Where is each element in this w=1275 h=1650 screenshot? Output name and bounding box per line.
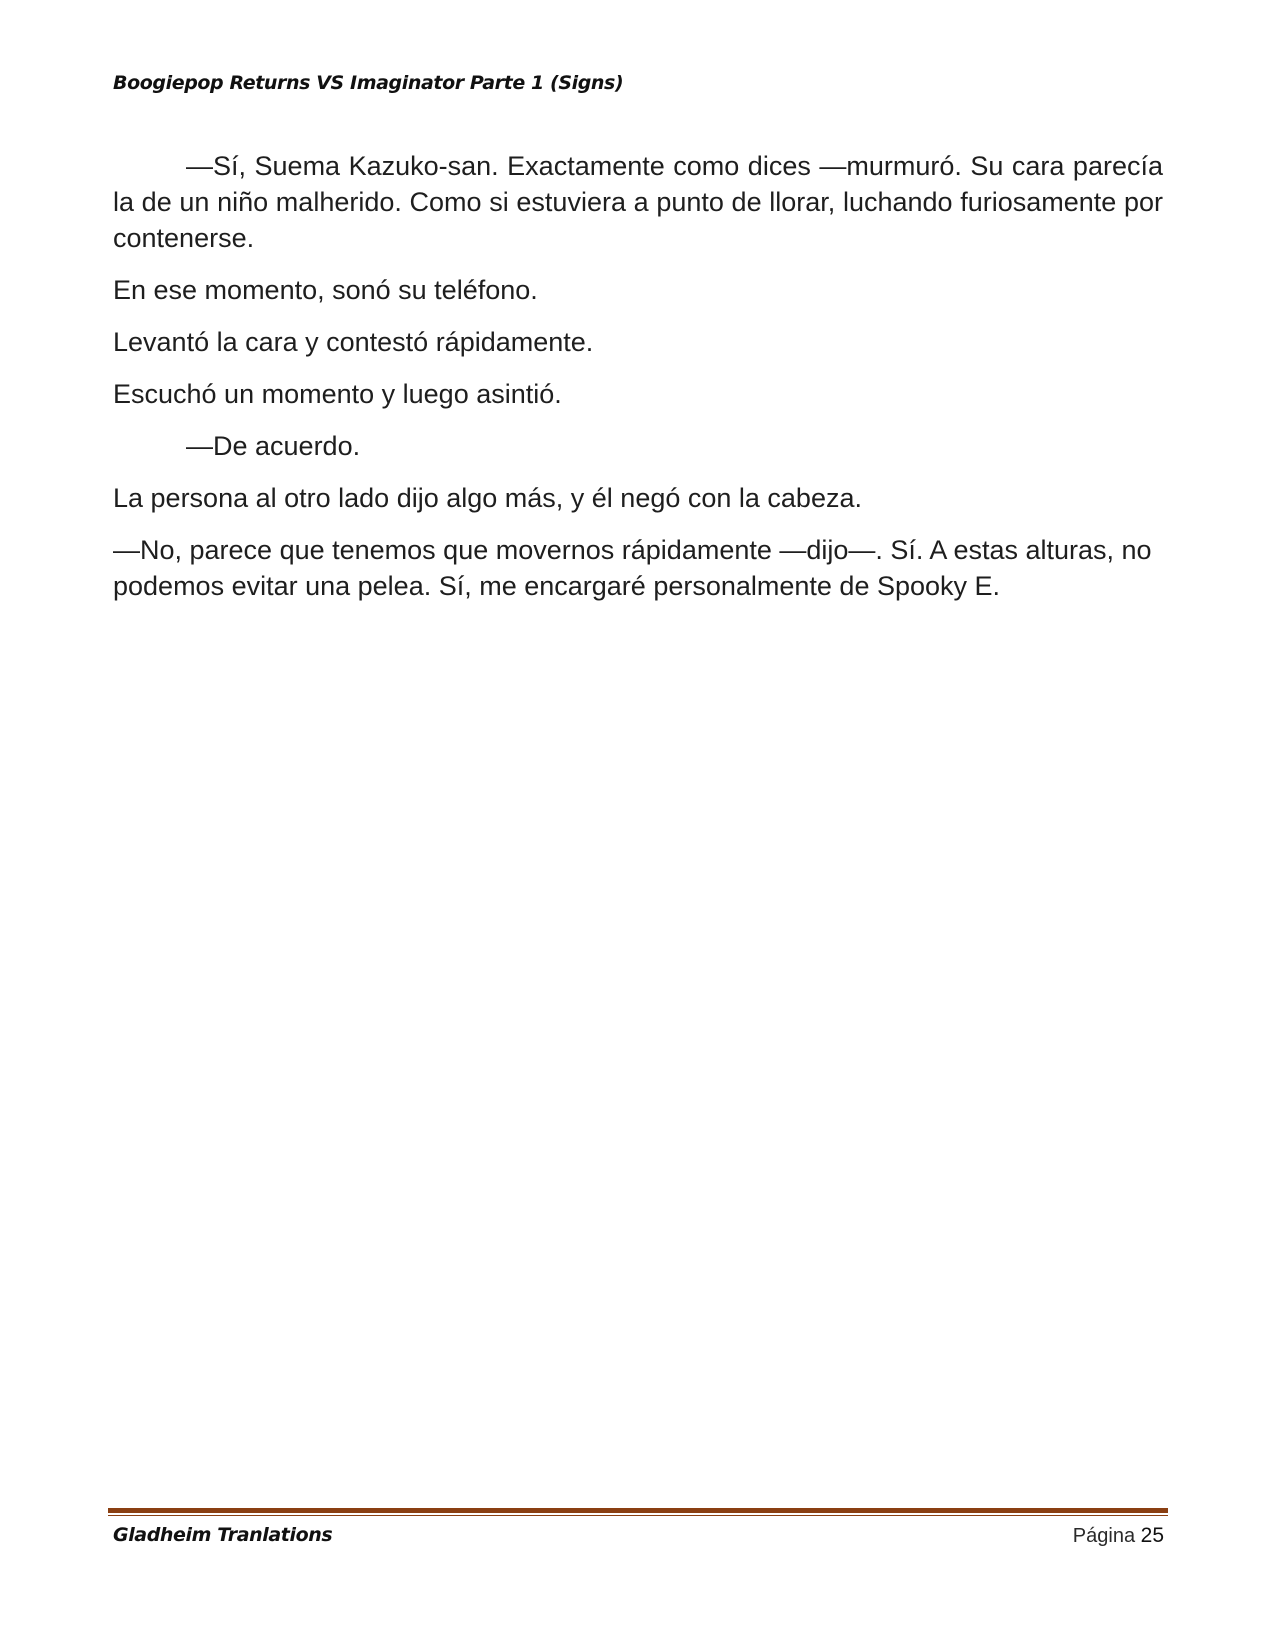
running-header-title: Boogiepop Returns VS Imaginator Parte 1 (Signs)	[113, 72, 624, 94]
paragraph-2: En ese momento, sonó su teléfono.	[113, 275, 538, 305]
paragraph-4: Escuchó un momento y luego asintió.	[113, 379, 562, 409]
paragraph-5: —De acuerdo.	[186, 431, 361, 461]
footer-divider-thick	[108, 1508, 1168, 1513]
paragraph-7: —No, parece que tenemos que movernos rápidamente —dijo—. Sí. A estas alturas, no podemos evitar una pelea. Sí, me encargaré personalmente de Spooky E.	[113, 535, 1152, 601]
footer-publisher: Gladheim Tranlations	[113, 1524, 333, 1546]
paragraph-6: La persona al otro lado dijo algo más, y él negó con la cabeza.	[113, 483, 862, 513]
footer-page-info	[1073, 1524, 1164, 1548]
page-number: 25	[1140, 1524, 1164, 1547]
footer-divider-thin	[108, 1515, 1168, 1516]
page-label: Página	[1072, 1525, 1136, 1547]
footer-divider	[108, 1508, 1168, 1516]
body-text	[113, 148, 1163, 620]
paragraph-3: Levantó la cara y contestó rápidamente.	[113, 327, 594, 357]
paragraph-1: —Sí, Suema Kazuko-san. Exactamente como dices —murmuró. Su cara parecía la de un niño malherido. Como si estuviera a punto de llorar, luchando furiosamente por contenerse.	[113, 151, 1163, 253]
